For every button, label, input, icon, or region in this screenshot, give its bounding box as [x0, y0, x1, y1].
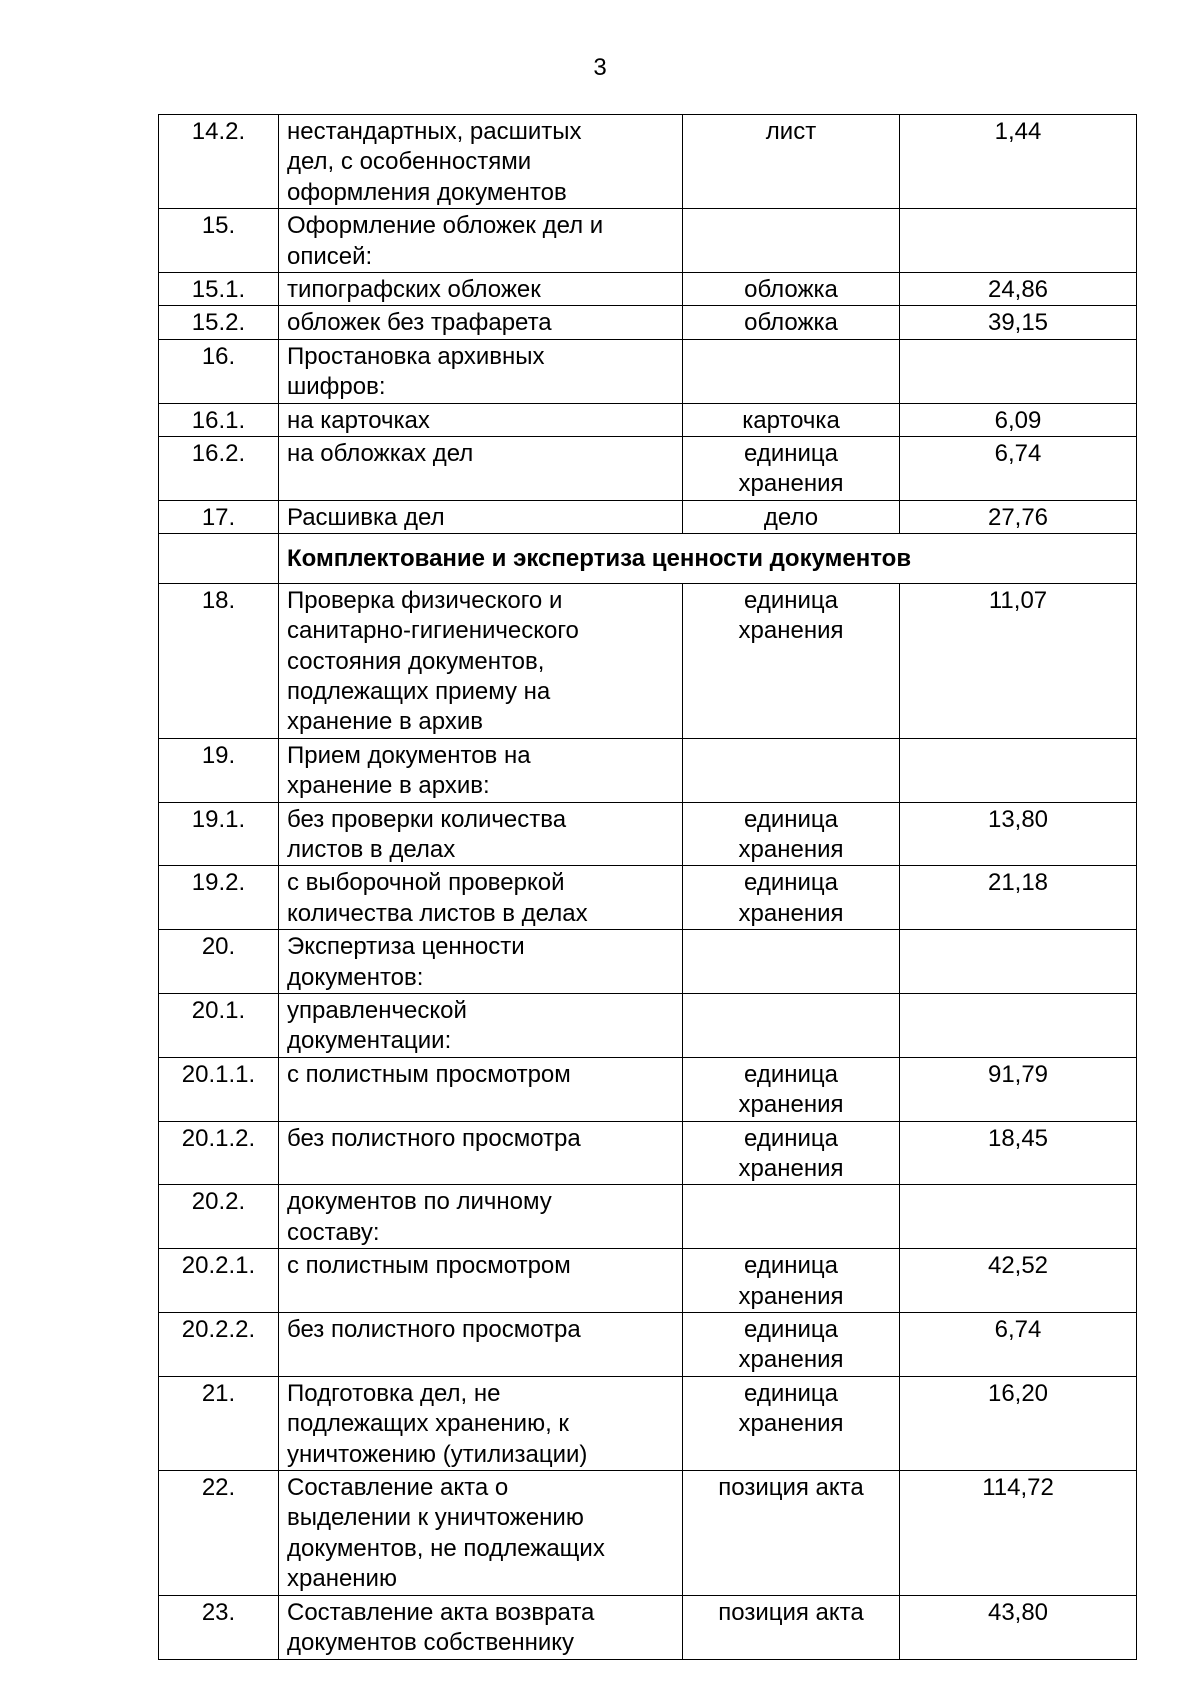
item-name-line: листов в делах [287, 835, 456, 863]
item-number: 14.2. [159, 115, 279, 209]
item-price: 6,09 [900, 403, 1137, 436]
item-name-line: без полистного просмотра [287, 1316, 581, 1344]
table-row [159, 306, 1137, 339]
item-name [279, 1376, 683, 1470]
item-name-line: Проверка физического и [287, 586, 563, 614]
item-name-line: без полистного просмотра [287, 1124, 581, 1152]
item-unit-line: единица [744, 805, 838, 833]
item-unit-line: обложка [744, 309, 838, 337]
item-name-line: хранению [287, 1565, 397, 1593]
item-price [900, 993, 1137, 1057]
item-name-line: подлежащих хранению, к [287, 1410, 569, 1438]
item-name [279, 1595, 683, 1659]
item-name [279, 1313, 683, 1377]
item-name-line: Расшивка дел [287, 503, 445, 531]
item-name-line: хранение в архив: [287, 772, 490, 800]
item-unit [683, 866, 900, 930]
table-row [159, 437, 1137, 501]
table-row [159, 1249, 1137, 1313]
item-number: 15.1. [159, 273, 279, 306]
item-name [279, 993, 683, 1057]
item-number: 20.2.2. [159, 1313, 279, 1377]
item-name-line: Оформление обложек дел и [287, 212, 604, 240]
table-row [159, 273, 1137, 306]
item-number: 16. [159, 339, 279, 403]
table-row [159, 1121, 1137, 1185]
item-name [279, 1471, 683, 1596]
item-unit [683, 306, 900, 339]
item-name-line: санитарно-гигиенического [287, 617, 579, 645]
item-name [279, 930, 683, 994]
item-name-line: обложек без трафарета [287, 309, 552, 337]
item-name-line: Составление акта возврата [287, 1598, 595, 1626]
table-row [159, 993, 1137, 1057]
table-row [159, 1376, 1137, 1470]
table-row [159, 1185, 1137, 1249]
item-unit-line: единица [744, 1060, 838, 1088]
item-unit-line: хранения [738, 617, 844, 645]
item-price: 11,07 [900, 583, 1137, 738]
table-row [159, 403, 1137, 436]
item-name-line: документов: [287, 963, 424, 991]
item-name-line: уничтожению (утилизации) [287, 1440, 588, 1468]
item-unit-line: обложка [744, 276, 838, 304]
item-name-line: шифров: [287, 373, 386, 401]
item-price: 114,72 [900, 1471, 1137, 1596]
item-unit-line: хранения [738, 899, 844, 927]
item-unit [683, 993, 900, 1057]
item-name [279, 273, 683, 306]
item-name-line: хранение в архив [287, 708, 483, 736]
item-price [900, 1185, 1137, 1249]
item-unit-line: хранения [738, 835, 844, 863]
item-unit-line: карточка [742, 406, 840, 434]
item-name-line: с полистным просмотром [287, 1060, 571, 1088]
item-unit-line: хранения [738, 1282, 844, 1310]
item-name-line: Составление акта о [287, 1474, 509, 1502]
item-name [279, 115, 683, 209]
item-number: 20.1.2. [159, 1121, 279, 1185]
item-name [279, 500, 683, 533]
item-number: 20.1.1. [159, 1057, 279, 1121]
item-unit-line: хранения [738, 1410, 844, 1438]
item-number: 16.2. [159, 437, 279, 501]
item-name [279, 583, 683, 738]
item-name [279, 1185, 683, 1249]
table-body [159, 115, 1137, 1660]
item-unit-line: единица [744, 1252, 838, 1280]
table-row [159, 209, 1137, 273]
item-name-line: описей: [287, 242, 373, 270]
section-title: Комплектование и экспертиза ценности документов [279, 534, 1137, 583]
item-name-line: Простановка архивных [287, 342, 545, 370]
item-name [279, 1057, 683, 1121]
item-name-line: управленческой [287, 996, 467, 1024]
item-name-line: Экспертиза ценности [287, 933, 525, 961]
item-number: 17. [159, 500, 279, 533]
item-unit [683, 437, 900, 501]
item-name-line: типографских обложек [287, 276, 541, 304]
item-name-line: состояния документов, [287, 647, 545, 675]
item-number: 19.1. [159, 802, 279, 866]
item-unit [683, 738, 900, 802]
item-name-line: документов, не подлежащих [287, 1534, 605, 1562]
item-name [279, 437, 683, 501]
item-name-line: без проверки количества [287, 805, 567, 833]
item-name [279, 738, 683, 802]
item-price: 21,18 [900, 866, 1137, 930]
item-price: 27,76 [900, 500, 1137, 533]
table-row [159, 1471, 1137, 1596]
item-unit-line: хранения [738, 1091, 844, 1119]
item-unit-line: хранения [738, 1155, 844, 1182]
item-unit [683, 1121, 900, 1185]
item-unit [683, 273, 900, 306]
item-name-line: количества листов в делах [287, 899, 588, 927]
item-unit [683, 339, 900, 403]
item-number: 20. [159, 930, 279, 994]
price-table [158, 114, 1137, 1660]
item-number: 20.2. [159, 1185, 279, 1249]
item-unit-line: позиция акта [718, 1474, 864, 1502]
item-price: 18,45 [900, 1121, 1137, 1185]
item-unit [683, 1249, 900, 1313]
table-row [159, 500, 1137, 533]
section-header-row [159, 534, 1137, 583]
item-number: 20.1. [159, 993, 279, 1057]
item-unit-line: единица [744, 1379, 838, 1407]
item-unit [683, 1185, 900, 1249]
item-price: 42,52 [900, 1249, 1137, 1313]
table-row [159, 1313, 1137, 1377]
item-unit-line: единица [744, 440, 838, 468]
item-name [279, 403, 683, 436]
item-name [279, 866, 683, 930]
item-name [279, 1249, 683, 1313]
item-price [900, 738, 1137, 802]
item-number: 15.2. [159, 306, 279, 339]
item-name-line: на обложках дел [287, 440, 474, 468]
item-price: 43,80 [900, 1595, 1137, 1659]
item-name-line: выделении к уничтожению [287, 1504, 584, 1532]
item-name [279, 209, 683, 273]
table-row [159, 339, 1137, 403]
item-price [900, 209, 1137, 273]
item-unit [683, 403, 900, 436]
item-unit [683, 1376, 900, 1470]
item-name [279, 339, 683, 403]
item-name-line: составу: [287, 1218, 380, 1246]
item-name [279, 1121, 683, 1185]
item-price: 16,20 [900, 1376, 1137, 1470]
item-name-line: документации: [287, 1027, 452, 1055]
item-unit-line: хранения [738, 1346, 844, 1374]
item-price: 1,44 [900, 115, 1137, 209]
item-name-line: нестандартных, расшитых [287, 118, 582, 145]
item-number: 19. [159, 738, 279, 802]
item-price [900, 339, 1137, 403]
item-unit [683, 500, 900, 533]
item-price: 6,74 [900, 437, 1137, 501]
table-row [159, 1595, 1137, 1659]
item-name-line: Подготовка дел, не [287, 1379, 501, 1407]
item-unit-line: единица [744, 1124, 838, 1152]
item-name-line: подлежащих приему на [287, 677, 551, 705]
item-price: 91,79 [900, 1057, 1137, 1121]
table-row [159, 115, 1137, 209]
item-name [279, 306, 683, 339]
item-price: 6,74 [900, 1313, 1137, 1377]
item-unit-line: единица [744, 869, 838, 897]
table-row [159, 738, 1137, 802]
item-name-line: дел, с особенностями [287, 148, 532, 176]
item-name-line: Прием документов на [287, 741, 531, 769]
item-price: 13,80 [900, 802, 1137, 866]
item-name-line: на карточках [287, 406, 430, 434]
item-name-line: с полистным просмотром [287, 1252, 571, 1280]
item-name [279, 802, 683, 866]
item-name-line: оформления документов [287, 178, 567, 206]
item-unit-line: единица [744, 1316, 838, 1344]
item-price: 24,86 [900, 273, 1137, 306]
item-name-line: документов собственнику [287, 1629, 575, 1657]
item-unit [683, 1057, 900, 1121]
section-number-cell [159, 534, 279, 583]
item-unit-line: дело [763, 503, 819, 531]
item-unit [683, 1471, 900, 1596]
item-unit-line: хранения [738, 470, 844, 498]
item-unit [683, 115, 900, 209]
table-row [159, 583, 1137, 738]
item-unit [683, 209, 900, 273]
item-unit [683, 1313, 900, 1377]
item-unit [683, 583, 900, 738]
table-row [159, 1057, 1137, 1121]
item-unit [683, 930, 900, 994]
item-name-line: документов по личному [287, 1188, 552, 1216]
item-price: 39,15 [900, 306, 1137, 339]
item-unit-line: позиция акта [718, 1598, 864, 1626]
item-name-line: с выборочной проверкой [287, 869, 565, 897]
item-number: 18. [159, 583, 279, 738]
item-price [900, 930, 1137, 994]
item-number: 21. [159, 1376, 279, 1470]
item-unit-line: лист [765, 118, 817, 145]
item-unit [683, 1595, 900, 1659]
item-number: 15. [159, 209, 279, 273]
table-row [159, 930, 1137, 994]
item-unit [683, 802, 900, 866]
item-number: 16.1. [159, 403, 279, 436]
item-unit-line: единица [744, 586, 838, 614]
item-number: 23. [159, 1595, 279, 1659]
item-number: 20.2.1. [159, 1249, 279, 1313]
item-number: 19.2. [159, 866, 279, 930]
item-number: 22. [159, 1471, 279, 1596]
page-number: 3 [593, 54, 607, 81]
table-row [159, 866, 1137, 930]
table-row [159, 802, 1137, 866]
